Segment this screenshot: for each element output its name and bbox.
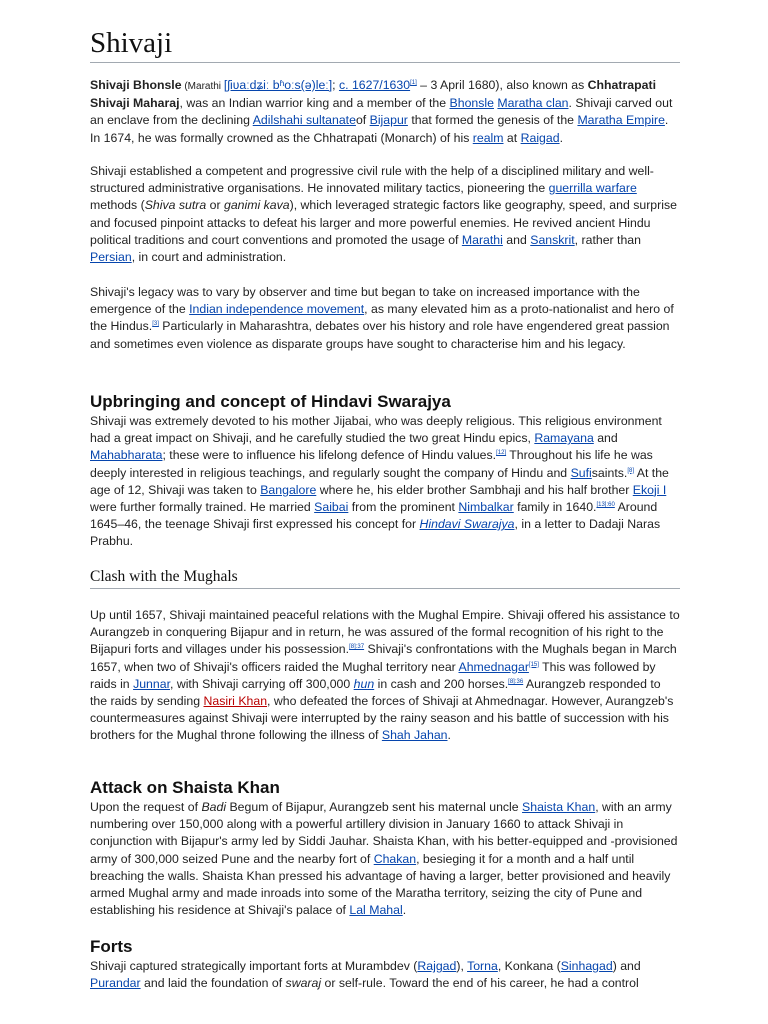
intro-paragraph	[90, 77, 680, 147]
text-fragment: ) and	[612, 959, 641, 973]
title-name: Chhatrapati Shivaji Maharaj	[90, 78, 656, 111]
bijapur-link[interactable]: Bijapur	[369, 113, 408, 128]
text-fragment: Shivaji captured strategically important forts at Murambdev (	[90, 959, 418, 973]
text-fragment: Particularly in Maharashtra, debates over his history and role have engendered great passion and sometimes even violence as disparate groups have sought to characterise him and his legacy.	[90, 319, 670, 351]
ref-link[interactable]: [3]	[152, 321, 159, 328]
chakan-link[interactable]: Chakan	[373, 851, 417, 866]
text-fragment: Throughout his life he was deeply interested in religious teachings, and regularly sought the company of Hindu and	[90, 448, 653, 480]
text-fragment: Shivaji established a competent and progressive civil rule with the help of a disciplined military and well-structured administrative organisations. He innovated military tactics, pioneering the	[90, 164, 654, 196]
ekoji-link[interactable]: Ekoji I	[632, 482, 667, 497]
text-fragment: ), which leveraged strategic factors like geography, speed, and surprise and focused pinpoint attacks to defeat his larger and more powerful enemies. He revived ancient Hindu political traditions and court conventions and promoted the usage of	[90, 198, 677, 247]
persian-link[interactable]: Persian	[90, 250, 132, 265]
intro-section	[90, 77, 680, 147]
maratha-empire-link[interactable]: Maratha Empire	[577, 113, 665, 128]
text-fragment: , in a letter to Dadaji Naras Prabhu.	[90, 517, 661, 549]
upbringing-section	[90, 391, 680, 551]
text-fragment: . In 1674, he was formally crowned as the Chhatrapati (Monarch) of his	[90, 113, 669, 145]
maratha-clan-link[interactable]: Maratha clan	[497, 96, 569, 111]
attack-heading: Attack on Shaista Khan	[90, 778, 280, 797]
text-fragment: where he, his elder brother Sambhaji and his half brother	[316, 482, 633, 497]
ipa-link[interactable]: [ʃiʋaːdʑiː bʱoːs(ə)leː]	[223, 78, 333, 92]
torna-link[interactable]: Torna	[467, 959, 498, 973]
clash-body	[90, 607, 680, 745]
language-note: (Marathi	[181, 81, 224, 92]
text-fragment: saints.	[591, 465, 628, 480]
text-fragment: or	[206, 198, 224, 213]
realm-link[interactable]: realm	[472, 130, 504, 145]
text-fragment: from the prominent	[348, 500, 459, 515]
text-fragment: , was an Indian warrior king and a member of the	[179, 96, 450, 111]
lal-mahal-link[interactable]: Lal Mahal	[349, 903, 403, 918]
birth-date-link[interactable]: c. 1627/1630	[338, 78, 411, 92]
nasiri-khan-link[interactable]: Nasiri Khan	[203, 694, 268, 709]
text-fragment: .	[447, 728, 451, 743]
sinhagad-link[interactable]: Sinhagad	[560, 959, 613, 973]
text-fragment: in cash and 200 horses.	[374, 676, 509, 691]
text-fragment: , who defeated the forces of Shivaji at Ahmednagar. However, Aurangzeb's countermeasures against Shivaji were interrupted by the rainy season and his battle of succession with his brothers for the Mughal throne following the illness of	[90, 694, 674, 743]
text-fragment: This was followed by raids in	[90, 659, 656, 691]
ref-link[interactable]: [8]	[627, 467, 634, 474]
text-fragment: ),	[456, 959, 468, 973]
subject-name: Shivaji Bhonsle	[90, 78, 182, 92]
text-fragment: , with Shivaji carrying off 300,000	[169, 676, 354, 691]
text-fragment: Shivaji's confrontations with the Mughals began in March 1657, when two of Shivaji's officers raided the Mughal territory near	[90, 642, 677, 674]
shah-jahan-link[interactable]: Shah Jahan	[381, 728, 448, 743]
text-fragment: Around 1645–46, the teenage Shivaji first expressed his concept for	[90, 500, 658, 532]
text-fragment: , as many elevated him as a proto-nationalist and hero of the Hindus.	[90, 302, 674, 334]
text-fragment: were further formally trained. He married	[90, 500, 315, 515]
italic-term: ganimi kava	[223, 198, 290, 213]
ramayana-link[interactable]: Ramayana	[534, 431, 594, 446]
ref-link[interactable]: [12]	[496, 450, 507, 457]
ref-link[interactable]: [13]:60	[596, 501, 615, 508]
text-fragment: at	[503, 130, 521, 145]
text-fragment: Upon the request of	[90, 800, 202, 814]
text-fragment: .	[402, 903, 407, 918]
italic-term: Shiva sutra	[144, 198, 207, 213]
raigad-link[interactable]: Raigad	[520, 130, 560, 145]
text-fragment: methods (	[90, 198, 145, 213]
forts-section	[90, 936, 680, 995]
shaista-khan-link[interactable]: Shaista Khan	[522, 800, 596, 814]
text-fragment: and	[593, 431, 618, 446]
civil-rule-paragraph	[90, 163, 680, 266]
text-fragment: , rather than	[574, 232, 641, 247]
independence-movement-link[interactable]: Indian independence movement	[189, 302, 365, 317]
ref-link[interactable]: [8]:36	[508, 678, 524, 685]
clash-paragraph	[90, 607, 680, 745]
saibai-link[interactable]: Saibai	[314, 500, 349, 515]
text-fragment: family in 1640.	[513, 500, 597, 515]
text-fragment: Shivaji was extremely devoted to his mother Jijabai, who was deeply religious. This religious environment had a great impact on Shivaji, and he carefully studied the two great Hindu epics,	[90, 414, 662, 446]
ref-link[interactable]: [8]:37	[349, 644, 365, 651]
forts-heading: Forts	[90, 937, 133, 956]
text-fragment: ;	[332, 78, 339, 92]
rajgad-link[interactable]: Rajgad	[417, 959, 457, 973]
hindavi-swarajya-link[interactable]: Hindavi Swarajya	[419, 517, 515, 532]
mahabharata-link[interactable]: Mahabharata	[90, 448, 163, 463]
clash-heading: Clash with the Mughals	[90, 567, 680, 589]
clash-section	[90, 567, 680, 589]
text-fragment: , in court and administration.	[131, 250, 287, 265]
hun-link[interactable]: hun	[353, 676, 375, 691]
text-fragment: Up until 1657, Shivaji maintained peaceful relations with the Mughal Empire. Shivaji offered his assistance to Aurangzeb in conquering Bijapur and in return, he was assured of the formal recognition of his right to the Bijapuri forts and villages under his possession.	[90, 608, 680, 657]
sanskrit-link[interactable]: Sanskrit	[530, 232, 575, 247]
text-fragment: At the age of 12, Shivaji was taken to	[90, 465, 669, 497]
text-fragment: , besieging it for a month and a half until breaching the walls. Shaista Khan pressed his advantage of having a larger, better provisioned and heavily armed Mughal army and made inroads into some of the Maratha territory, seizing the city of Pune and establishing his residence at Shivaji's palace of	[90, 851, 671, 918]
text-fragment: Begum of Bijapur, Aurangzeb sent his maternal uncle	[226, 800, 523, 814]
adilshahi-link[interactable]: Adilshahi sultanate	[252, 113, 356, 128]
text-fragment: and laid the foundation of	[140, 976, 286, 991]
legacy-section	[90, 284, 680, 353]
text-fragment: Shivaji's legacy was to vary by observer and time but began to take on increased importance with the emergence of the	[90, 285, 640, 317]
page-title: Shivaji	[90, 26, 680, 63]
marathi-link[interactable]: Marathi	[461, 232, 503, 247]
civil-rule-section	[90, 163, 680, 266]
text-fragment: . Shivaji carved out an enclave from the declining	[90, 96, 673, 128]
text-fragment: and	[502, 232, 531, 247]
text-fragment: , Konkana (	[497, 959, 561, 973]
purandar-link[interactable]: Purandar	[90, 976, 141, 991]
ahmednagar-link[interactable]: Ahmednagar	[458, 659, 529, 674]
attack-paragraph	[90, 799, 680, 919]
text-fragment: .	[559, 130, 563, 145]
italic-term: swaraj	[285, 976, 322, 991]
bangalore-link[interactable]: Bangalore	[260, 482, 317, 497]
bhonsle-link[interactable]: Bhonsle	[449, 96, 494, 111]
text-fragment: that formed the genesis of the	[407, 113, 578, 128]
text-fragment: or self-rule. Toward the end of his career, he had a control	[321, 976, 639, 991]
guerrilla-warfare-link[interactable]: guerrilla warfare	[548, 181, 637, 196]
text-fragment: , with an army numbering over 150,000 along with a powerful artillery division in January 1660 to attack Shivaji in conjunction with Bijapur's army led by Siddi Jauhar. Shaista Khan, with his better-equipped and -provisioned army of 300,000 seized Pune and the nearby fort of	[90, 800, 678, 866]
text-fragment: ; these were to influence his lifelong defence of Hindu values.	[162, 448, 497, 463]
text-fragment: – 3 April 1680), also known as	[416, 78, 588, 92]
sufi-link[interactable]: Sufi	[570, 465, 592, 480]
junnar-link[interactable]: Junnar	[133, 676, 170, 691]
text-fragment: of	[355, 113, 370, 128]
ref-link[interactable]: [15]	[528, 661, 539, 668]
text-fragment: Aurangzeb responded to the raids by sending	[90, 676, 661, 709]
forts-paragraph	[90, 958, 680, 995]
attack-section	[90, 777, 680, 919]
upbringing-heading: Upbringing and concept of Hindavi Swarajya	[90, 392, 451, 411]
nimbalkar-link[interactable]: Nimbalkar	[458, 500, 514, 515]
upbringing-paragraph	[90, 413, 680, 551]
italic-term: Badi	[201, 800, 227, 814]
ref-link[interactable]: [1]	[410, 79, 417, 86]
legacy-paragraph	[90, 284, 680, 353]
